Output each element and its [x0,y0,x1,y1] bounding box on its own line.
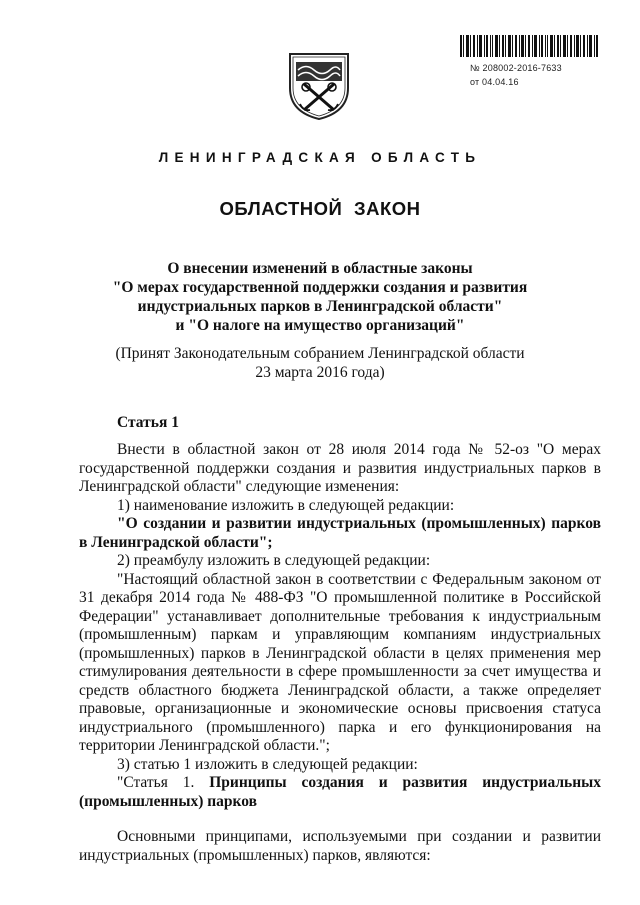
principles-paragraph: Основными принципами, используемыми при создании и развитии индустриальных (промышленных) парков, являются: [79,828,601,864]
law-title-line: "О мерах государственной поддержки создания и развития [112,279,528,296]
paragraph-gap [79,811,601,828]
intro-paragraph: Внести в областной закон от 28 июля 2014 года № 52-оз "О мерах государственной поддержки создания и развития индустриальных парков в Ленинградской области" следующие изменения: [79,441,601,495]
barcode [460,35,600,57]
adoption-note-line: 23 марта 2016 года) [255,364,385,381]
registration-number: № 208002-2016-7633 [470,63,562,73]
new-law-name: "О создании и развитии индустриальных (промышленных) парков в Ленинградской области"; [79,515,601,551]
law-title-line: индустриальных парков в Ленинградской области" [137,298,503,315]
coat-of-arms-emblem [284,48,354,122]
preamble-text: "Настоящий областной закон в соответствии с Федеральным законом от 31 декабря 2014 года № 488-ФЗ "О промышленной политике в Российской Федерации" устанавливает дополнительные требования к индустриальным (промышленным) паркам и управляющим компаниям индустриальных (промышленных) парков в Ленинградской области в целях применения мер стимулирования деятельности в сфере промышленности за счет имущества и средств областного бюджета Ленинградской области, а также определяет правовые, организационные и экономические основы присвоения статуса индустриального (промышленного) парка и его функционирования на территории Ленинградской области."; [79,570,601,754]
article-1-title: Принципы создания и развития индустриальных (промышленных) парков [79,774,602,810]
article-1-prefix: "Статья 1. [117,774,195,791]
adoption-note-line: (Принят Законодательным собранием Ленинградской области [115,345,525,362]
registration-date: от 04.04.16 [470,77,519,87]
item-3: 3) статью 1 изложить в следующей редакции: [117,755,418,773]
region-heading: ЛЕНИНГРАДСКАЯ ОБЛАСТЬ [158,150,482,165]
article-heading: Статья 1 [117,414,179,431]
item-2: 2) преамбулу изложить в следующей редакции: [117,552,431,569]
law-title [0,259,640,335]
article-body [79,441,601,865]
law-title-line: О внесении изменений в областные законы [167,260,473,277]
law-title-line: и "О налоге на имущество организаций" [175,317,465,334]
adoption-note [0,344,640,382]
item-1: 1) наименование изложить в следующей редакции: [117,496,455,514]
document-type-heading: ОБЛАСТНОЙ ЗАКОН [219,198,421,219]
article-1-heading [79,774,601,811]
